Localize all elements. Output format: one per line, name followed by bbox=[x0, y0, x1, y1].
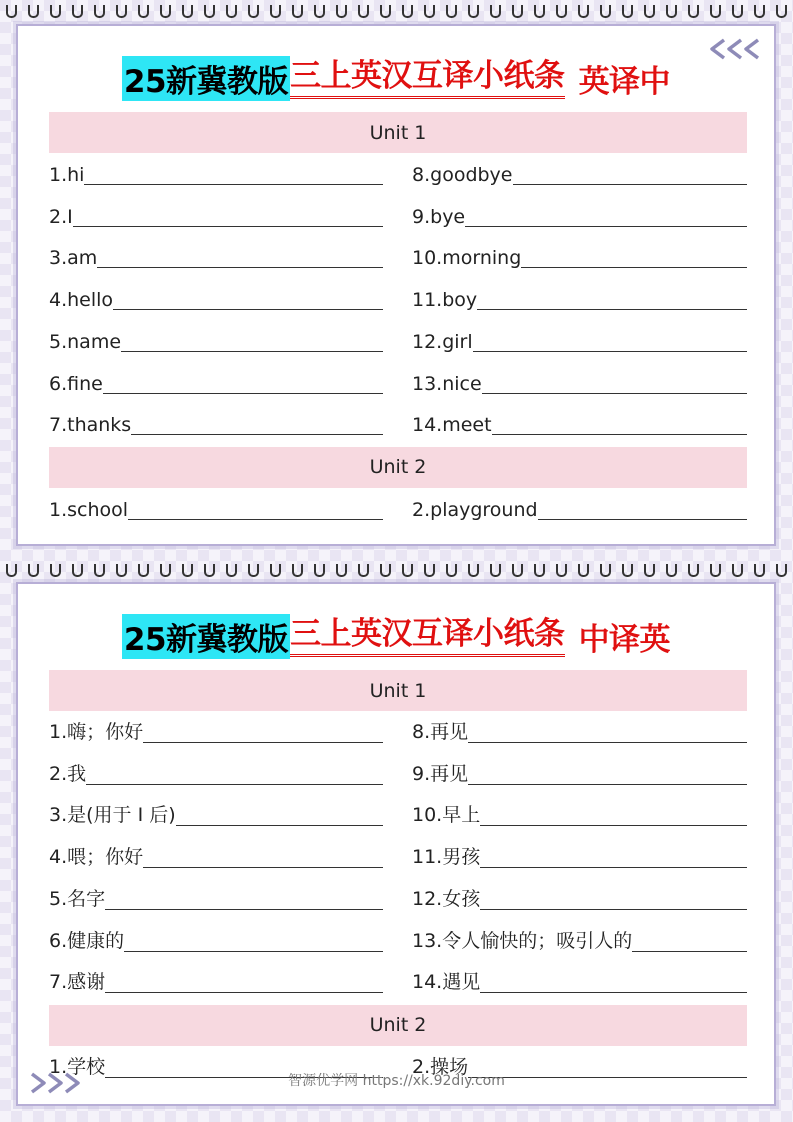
answer-line[interactable] bbox=[468, 741, 747, 743]
vocab-item bbox=[49, 159, 383, 187]
title-main: 三上英汉互译小纸条 bbox=[290, 57, 565, 99]
binder-ring bbox=[182, 5, 193, 18]
vocab-item bbox=[49, 759, 383, 787]
binder-ring bbox=[380, 5, 391, 18]
vocab-prompt: 3.是(用于 I 后) bbox=[49, 804, 176, 827]
answer-line[interactable] bbox=[143, 741, 383, 743]
unit-header: Unit 1 bbox=[49, 112, 747, 153]
binder-ring bbox=[446, 564, 457, 577]
unit-header: Unit 2 bbox=[49, 447, 747, 488]
binder-ring bbox=[94, 564, 105, 577]
unit-header: Unit 1 bbox=[49, 670, 747, 711]
vocab-item bbox=[412, 967, 747, 995]
title-mode: 中译英 bbox=[578, 621, 671, 658]
binder-ring bbox=[138, 564, 149, 577]
answer-line[interactable] bbox=[513, 183, 748, 185]
binder-ring bbox=[292, 564, 303, 577]
binder-ring bbox=[490, 564, 501, 577]
binder-ring bbox=[116, 564, 127, 577]
vocab-prompt: 2.操场 bbox=[412, 1055, 469, 1078]
vocab-item bbox=[49, 368, 383, 396]
vocab-item bbox=[412, 326, 747, 354]
binder-ring bbox=[50, 564, 61, 577]
binder-ring bbox=[754, 5, 765, 18]
unit-header: Unit 2 bbox=[49, 1005, 747, 1046]
vocab-item bbox=[412, 926, 747, 954]
binder-ring bbox=[292, 5, 303, 18]
binder-ring bbox=[424, 564, 435, 577]
answer-line[interactable] bbox=[465, 225, 747, 227]
vocab-item bbox=[49, 967, 383, 995]
vocab-item bbox=[412, 201, 747, 229]
answer-line[interactable] bbox=[97, 266, 383, 268]
vocab-prompt: 11.男孩 bbox=[412, 846, 481, 869]
vocab-prompt: 10.早上 bbox=[412, 804, 481, 827]
vocab-prompt: 9.再见 bbox=[412, 762, 469, 785]
vocab-prompt: 13.nice bbox=[412, 372, 482, 395]
answer-line[interactable] bbox=[521, 266, 747, 268]
binder-ring bbox=[160, 5, 171, 18]
vocab-prompt: 14.meet bbox=[412, 414, 492, 437]
vocab-prompt: 10.morning bbox=[412, 247, 522, 270]
vocab-prompt: 11.boy bbox=[412, 289, 478, 312]
answer-line[interactable] bbox=[477, 308, 747, 310]
vocab-item bbox=[412, 409, 747, 437]
vocab-item bbox=[412, 494, 747, 522]
answer-line[interactable] bbox=[480, 824, 747, 826]
binder-ring bbox=[534, 564, 545, 577]
binder-ring bbox=[688, 564, 699, 577]
answer-line[interactable] bbox=[176, 824, 383, 826]
answer-line[interactable] bbox=[105, 908, 383, 910]
answer-line[interactable] bbox=[113, 308, 383, 310]
vocab-item bbox=[49, 800, 383, 828]
vocab-prompt: 2.playground bbox=[412, 498, 538, 521]
vocab-prompt: 2.我 bbox=[49, 762, 87, 785]
binder-ring bbox=[380, 564, 391, 577]
vocab-item bbox=[412, 800, 747, 828]
vocab-item bbox=[412, 242, 747, 270]
binder-ring bbox=[314, 5, 325, 18]
binder-ring bbox=[688, 5, 699, 18]
vocab-prompt: 2.I bbox=[49, 205, 73, 228]
title-prefix: 25新冀教版 bbox=[122, 614, 290, 659]
answer-line[interactable] bbox=[128, 518, 383, 520]
worksheet-card-english-to-chinese bbox=[16, 24, 776, 546]
binder-ring bbox=[556, 564, 567, 577]
binder-ring bbox=[358, 5, 369, 18]
answer-line[interactable] bbox=[492, 433, 747, 435]
vocab-prompt: 7.感谢 bbox=[49, 971, 106, 994]
binder-ring bbox=[336, 564, 347, 577]
vocab-prompt: 3.am bbox=[49, 247, 98, 270]
binder-ring bbox=[446, 5, 457, 18]
binder-ring bbox=[358, 564, 369, 577]
binder-ring bbox=[204, 5, 215, 18]
vocab-item bbox=[49, 409, 383, 437]
binder-ring bbox=[622, 5, 633, 18]
answer-line[interactable] bbox=[480, 866, 747, 868]
vocab-prompt: 6.fine bbox=[49, 372, 103, 395]
footer-watermark: 智源优学网 https://xk.92diy.com bbox=[288, 1073, 505, 1089]
vocab-prompt: 1.嗨；你好 bbox=[49, 721, 144, 743]
binder-ring bbox=[28, 5, 39, 18]
binder-ring bbox=[248, 5, 259, 18]
vocab-item bbox=[49, 884, 383, 912]
title-main: 三上英汉互译小纸条 bbox=[290, 615, 565, 657]
binder-ring bbox=[424, 5, 435, 18]
binder-ring bbox=[116, 5, 127, 18]
binder-ring bbox=[94, 5, 105, 18]
vocab-item bbox=[412, 759, 747, 787]
vocab-prompt: 12.girl bbox=[412, 330, 473, 353]
binder-ring bbox=[50, 5, 61, 18]
vocab-prompt: 4.喂；你好 bbox=[49, 846, 144, 869]
binder-ring bbox=[644, 5, 655, 18]
binder-ring bbox=[248, 564, 259, 577]
binder-ring bbox=[28, 564, 39, 577]
vocab-prompt: 4.hello bbox=[49, 289, 114, 312]
title-prefix: 25新冀教版 bbox=[122, 56, 290, 101]
vocab-item bbox=[412, 159, 747, 187]
binder-ring bbox=[512, 5, 523, 18]
vocab-prompt: 5.name bbox=[49, 330, 122, 353]
binder-ring bbox=[512, 564, 523, 577]
binder-ring bbox=[578, 5, 589, 18]
binder-ring bbox=[226, 564, 237, 577]
binder-ring bbox=[600, 564, 611, 577]
binder-ring bbox=[336, 5, 347, 18]
vocab-item bbox=[49, 284, 383, 312]
vocab-item bbox=[49, 494, 383, 522]
binder-ring bbox=[534, 5, 545, 18]
binder-ring bbox=[72, 564, 83, 577]
binder-ring bbox=[138, 5, 149, 18]
vocab-prompt: 1.school bbox=[49, 498, 129, 521]
binder-ring bbox=[710, 564, 721, 577]
vocab-prompt: 8.goodbye bbox=[412, 164, 513, 186]
vocab-prompt: 7.thanks bbox=[49, 414, 132, 437]
binder-ring bbox=[72, 5, 83, 18]
worksheet-card-chinese-to-english bbox=[16, 582, 776, 1106]
vocab-item bbox=[412, 368, 747, 396]
vocab-prompt: 9.bye bbox=[412, 205, 466, 228]
binder-ring bbox=[160, 564, 171, 577]
binder-ring bbox=[666, 5, 677, 18]
binder-ring bbox=[182, 564, 193, 577]
answer-line[interactable] bbox=[482, 392, 747, 394]
answer-line[interactable] bbox=[480, 991, 747, 993]
vocab-prompt: 12.女孩 bbox=[412, 887, 481, 910]
vocab-prompt: 5.名字 bbox=[49, 887, 106, 910]
vocab-item bbox=[412, 842, 747, 870]
vocab-prompt: 8.再见 bbox=[412, 721, 469, 743]
vocab-prompt: 14.遇见 bbox=[412, 971, 481, 994]
binder-ring bbox=[666, 564, 677, 577]
binder-ring bbox=[556, 5, 567, 18]
worksheet-title bbox=[18, 606, 774, 666]
binder-ring bbox=[754, 564, 765, 577]
binder-ring bbox=[6, 5, 17, 18]
answer-line[interactable] bbox=[480, 908, 747, 910]
binder-ring bbox=[226, 5, 237, 18]
binder-ring bbox=[732, 5, 743, 18]
vocab-prompt: 6.健康的 bbox=[49, 929, 125, 952]
vocab-item bbox=[412, 884, 747, 912]
worksheet-title bbox=[18, 48, 774, 108]
binder-ring bbox=[732, 564, 743, 577]
binder-ring bbox=[468, 5, 479, 18]
binder-ring bbox=[600, 5, 611, 18]
answer-line[interactable] bbox=[124, 950, 383, 952]
binder-ring bbox=[270, 564, 281, 577]
answer-line[interactable] bbox=[473, 350, 747, 352]
binder-ring bbox=[402, 564, 413, 577]
answer-line[interactable] bbox=[73, 225, 383, 227]
answer-line[interactable] bbox=[143, 866, 383, 868]
binder-ring bbox=[204, 564, 215, 577]
binder-ring bbox=[402, 5, 413, 18]
title-mode: 英译中 bbox=[578, 63, 671, 100]
binder-ring bbox=[314, 564, 325, 577]
binder-ring bbox=[710, 5, 721, 18]
binder-rings-top bbox=[0, 0, 793, 22]
vocab-prompt: 1.hi bbox=[49, 164, 85, 186]
vocab-item bbox=[49, 926, 383, 954]
binder-ring bbox=[644, 564, 655, 577]
binder-ring bbox=[578, 564, 589, 577]
answer-line[interactable] bbox=[632, 950, 747, 952]
vocab-prompt: 13.令人愉快的；吸引人的 bbox=[412, 929, 633, 952]
answer-line[interactable] bbox=[86, 783, 383, 785]
answer-line[interactable] bbox=[105, 991, 383, 993]
vocab-item bbox=[49, 842, 383, 870]
binder-ring bbox=[776, 564, 787, 577]
vocab-prompt: 1.学校 bbox=[49, 1055, 106, 1078]
answer-line[interactable] bbox=[131, 433, 383, 435]
binder-ring bbox=[468, 564, 479, 577]
vocab-item bbox=[49, 242, 383, 270]
answer-line[interactable] bbox=[103, 392, 383, 394]
binder-ring bbox=[776, 5, 787, 18]
vocab-item bbox=[49, 326, 383, 354]
answer-line[interactable] bbox=[538, 518, 747, 520]
binder-ring bbox=[490, 5, 501, 18]
vocab-item bbox=[412, 717, 747, 745]
binder-ring bbox=[6, 564, 17, 577]
binder-ring bbox=[270, 5, 281, 18]
binder-rings-middle bbox=[0, 559, 793, 581]
vocab-item bbox=[49, 717, 383, 745]
vocab-item bbox=[49, 201, 383, 229]
binder-ring bbox=[622, 564, 633, 577]
answer-line[interactable] bbox=[84, 183, 383, 185]
vocab-item bbox=[412, 284, 747, 312]
answer-line[interactable] bbox=[121, 350, 383, 352]
answer-line[interactable] bbox=[468, 783, 747, 785]
